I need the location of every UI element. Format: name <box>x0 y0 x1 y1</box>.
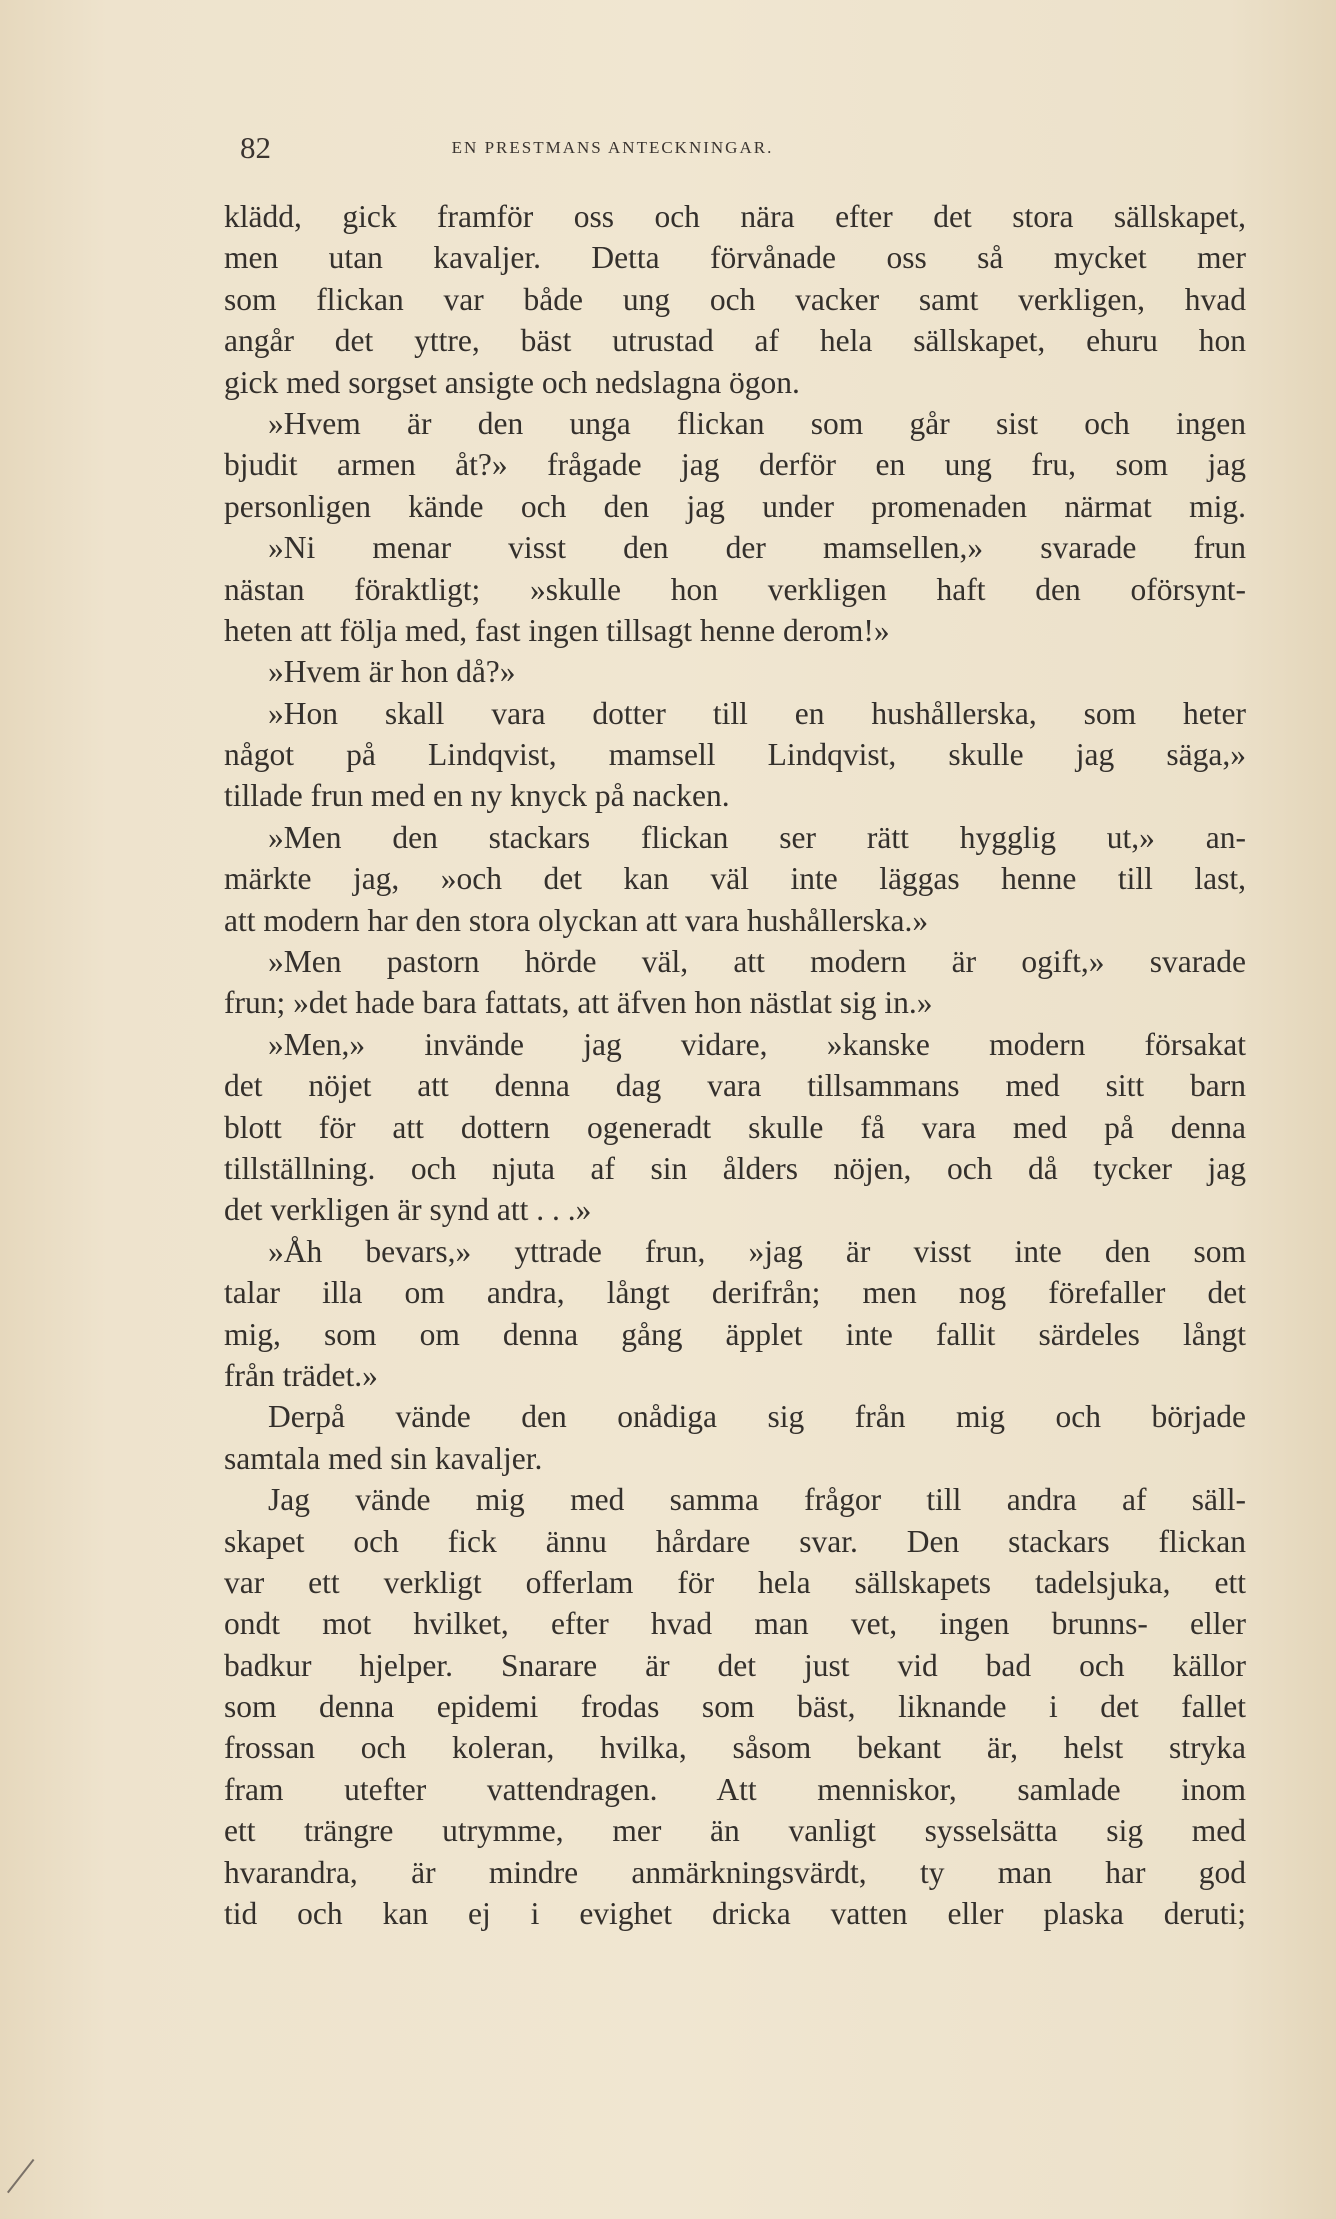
text-line: att modern har den stora olyckan att vara hushållerska.» <box>224 902 929 938</box>
text-line: som denna epidemi frodas som bäst, liknande i det fallet <box>224 1689 1246 1725</box>
text-line: »Åh bevars,» yttrade frun, »jag är visst inte den som <box>268 1233 1246 1269</box>
page-number: 82 <box>240 130 271 165</box>
text-line: angår det yttre, bäst utrustad af hela sällskapet, ehuru hon <box>224 323 1246 359</box>
text-line: samtala med sin kavaljer. <box>224 1440 543 1476</box>
text-line: tillställning. och njuta af sin ålders nöjen, och då tycker jag <box>224 1150 1246 1186</box>
text-line: något på Lindqvist, mamsell Lindqvist, skulle jag säga,» <box>224 737 1246 773</box>
text-line: klädd, gick framför oss och nära efter det stora sällskapet, <box>224 199 1246 234</box>
text-line: tillade frun med en ny knyck på nacken. <box>224 778 730 814</box>
text-line: gick med sorgset ansigte och nedslagna ögon. <box>224 364 800 400</box>
text-line: »Men,» invände jag vidare, »kanske modern försakat <box>268 1026 1246 1062</box>
text-line: tid och kan ej i evighet dricka vatten eller plaska deruti; <box>224 1896 1246 1932</box>
text-line: skapet och fick ännu hårdare svar. Den stackars flickan <box>224 1523 1246 1559</box>
text-line: mig, som om denna gång äpplet inte fallit särdeles långt <box>224 1316 1246 1352</box>
text-line: talar illa om andra, långt derifrån; men nog förefaller det <box>224 1275 1246 1311</box>
text-line: Derpå vände den onådiga sig från mig och började <box>268 1399 1246 1435</box>
text-line: det nöjet att denna dag vara tillsammans med sitt barn <box>224 1068 1246 1104</box>
text-line: men utan kavaljer. Detta förvånade oss så mycket mer <box>224 240 1246 276</box>
text-line: »Hvem är den unga flickan som går sist och ingen <box>268 405 1246 441</box>
body-text <box>224 196 1246 1934</box>
text-line: som flickan var både ung och vacker samt verkligen, hvad <box>224 281 1246 317</box>
page-header <box>240 130 985 170</box>
text-line: det verkligen är synd att . . .» <box>224 1192 592 1228</box>
text-line: »Ni menar visst den der mamsellen,» svarade frun <box>268 530 1246 566</box>
text-line: hvarandra, är mindre anmärkningsvärdt, ty man har god <box>224 1854 1246 1890</box>
text-line: bjudit armen åt?» frågade jag derför en ung fru, som jag <box>224 447 1246 483</box>
text-line: blott för att dottern ogeneradt skulle få vara med på denna <box>224 1109 1246 1145</box>
text-line: heten att följa med, fast ingen tillsagt henne derom!» <box>224 612 890 648</box>
text-line: frun; »det hade bara fattats, att äfven hon nästlat sig in.» <box>224 985 933 1021</box>
text-line: personligen kände och den jag under promenaden närmat mig. <box>224 488 1246 524</box>
text-line: frossan och koleran, hvilka, såsom bekant är, helst stryka <box>224 1730 1246 1766</box>
text-line: från trädet.» <box>224 1357 378 1393</box>
text-line: märkte jag, »och det kan väl inte läggas henne till last, <box>224 861 1246 897</box>
text-line: ett trängre utrymme, mer än vanligt sysselsätta sig med <box>224 1813 1246 1849</box>
pencil-mark <box>7 2159 55 2209</box>
text-line: badkur hjelper. Snarare är det just vid bad och källor <box>224 1647 1246 1683</box>
running-head: EN PRESTMANS ANTECKNINGAR. <box>451 138 774 157</box>
text-line: var ett verkligt offerlam för hela sällskapets tadelsjuka, ett <box>224 1564 1246 1600</box>
text-line: »Men den stackars flickan ser rätt hygglig ut,» an- <box>268 819 1246 855</box>
text-line: ondt mot hvilket, efter hvad man vet, ingen brunns- eller <box>224 1606 1246 1642</box>
text-line: »Hvem är hon då?» <box>268 654 516 690</box>
text-line: fram utefter vattendragen. Att menniskor, samlade inom <box>224 1771 1246 1807</box>
text-line: »Hon skall vara dotter till en hushållerska, som heter <box>268 695 1246 731</box>
text-line: Jag vände mig med samma frågor till andra af säll- <box>268 1482 1246 1518</box>
text-line: »Men pastorn hörde väl, att modern är ogift,» svarade <box>268 944 1246 980</box>
text-line: nästan föraktligt; »skulle hon verkligen haft den oförsynt- <box>224 571 1246 607</box>
